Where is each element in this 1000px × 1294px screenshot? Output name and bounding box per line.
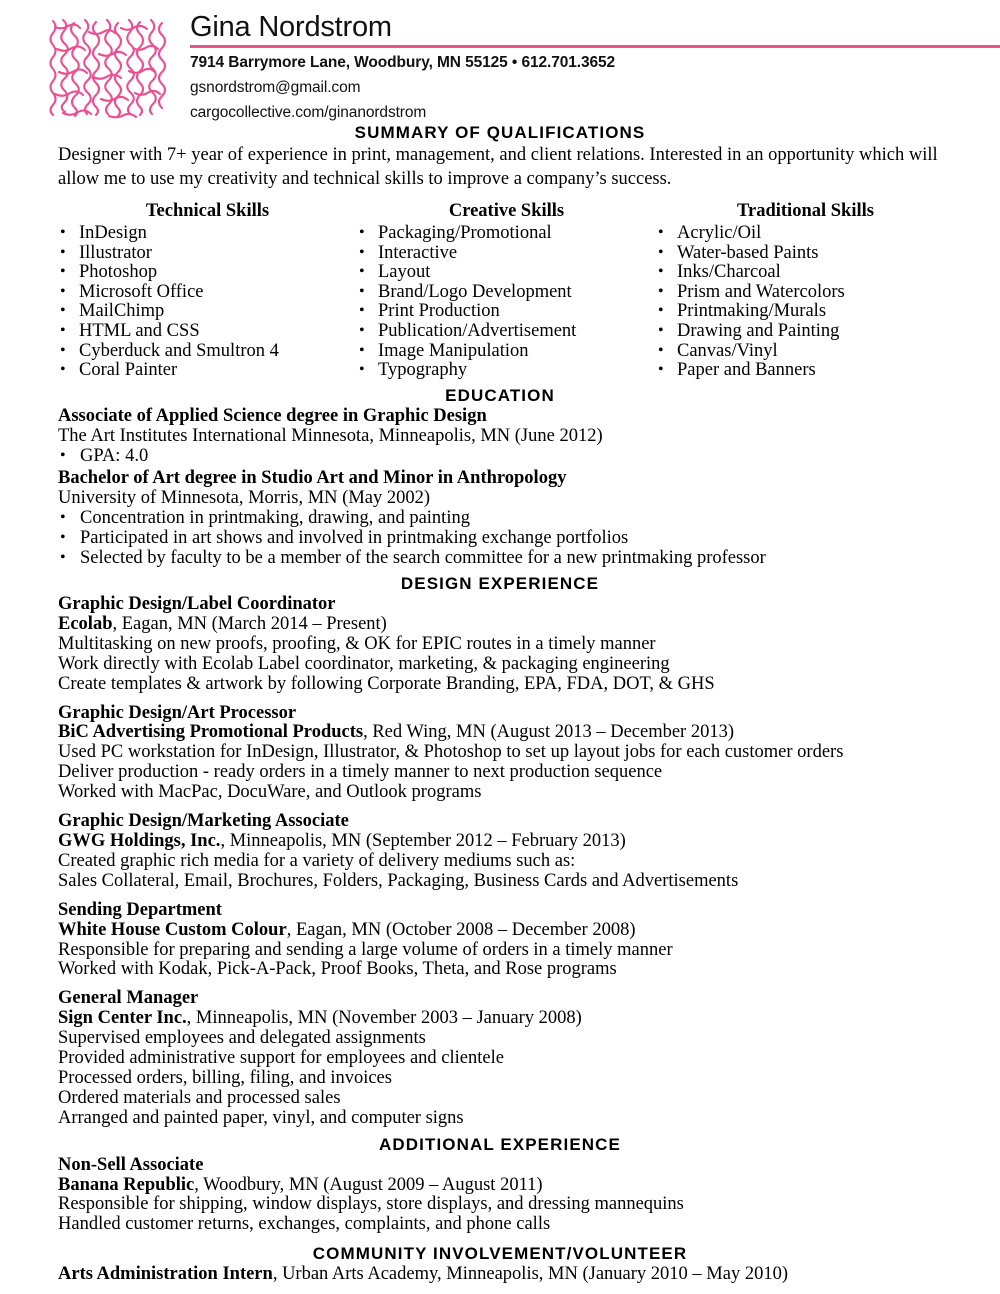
community-role: Arts Administration Intern xyxy=(58,1264,273,1285)
section-community-involvement xyxy=(0,1243,1000,1285)
job-entry xyxy=(58,595,972,695)
job-duty: Provided administrative support for employees and clientele xyxy=(58,1048,504,1069)
squiggle-pattern-logo-icon xyxy=(49,18,167,122)
job-duty: Worked with Kodak, Pick-A-Pack, Proof Books, Theta, and Rose programs xyxy=(58,959,617,980)
skills-column-title: Traditional Skills xyxy=(737,201,874,221)
list-item: • Interactive xyxy=(357,244,656,264)
job-employer: GWG Holdings, Inc. xyxy=(58,830,221,851)
list-item: • Paper and Banners xyxy=(656,361,955,381)
page-title: Gina Nordstrom xyxy=(190,11,392,43)
skills-column-traditional xyxy=(656,199,955,381)
section-heading-community: COMMUNITY INVOLVEMENT/VOLUNTEER xyxy=(312,1244,688,1264)
skills-column-title: Creative Skills xyxy=(448,201,565,221)
job-duty: Supervised employees and delegated assignments xyxy=(58,1028,426,1049)
job-employer-line xyxy=(58,615,972,635)
job-employer: White House Custom Colour xyxy=(58,919,287,940)
job-duty: Responsible for shipping, window displays, store displays, and dressing mannequins xyxy=(58,1194,684,1215)
accent-divider xyxy=(190,45,1000,48)
list-item: • Microsoft Office xyxy=(58,283,357,303)
job-duty: Create templates & artwork by following Corporate Branding, EPA, FDA, DOT, & GHS xyxy=(58,673,715,694)
section-heading-additional-experience: ADDITIONAL EXPERIENCE xyxy=(379,1134,621,1154)
list-item: • Brand/Logo Development xyxy=(357,283,656,303)
community-entry xyxy=(58,1265,972,1285)
job-employer-line xyxy=(58,723,972,743)
education-entry xyxy=(58,407,972,467)
section-heading-summary: SUMMARY OF QUALIFICATIONS xyxy=(354,123,646,142)
degree-title: Associate of Applied Science degree in Graphic Design xyxy=(58,405,487,426)
list-item: • MailChimp xyxy=(58,302,357,322)
list-item: • Acrylic/Oil xyxy=(656,224,955,244)
community-meta: , Urban Arts Academy, Minneapolis, MN (January 2010 – May 2010) xyxy=(272,1264,788,1285)
section-heading-design-experience: DESIGN EXPERIENCE xyxy=(400,574,600,593)
list-item: • Canvas/Vinyl xyxy=(656,342,955,362)
section-design-experience xyxy=(0,573,1000,1129)
list-item: • Layout xyxy=(357,263,656,283)
skills-column-title: Technical Skills xyxy=(145,201,270,221)
job-duty: Processed orders, billing, filing, and invoices xyxy=(58,1067,392,1088)
job-employer: Banana Republic xyxy=(58,1174,195,1195)
job-duty: Deliver production - ready orders in a timely manner to next production sequence xyxy=(58,762,663,783)
list-item: • Selected by faculty to be a member of the search committee for a new printmaking professor xyxy=(58,549,972,569)
list-item: • Image Manipulation xyxy=(357,342,656,362)
job-meta: , Eagan, MN (March 2014 – Present) xyxy=(112,613,387,634)
job-entry xyxy=(58,989,972,1128)
job-meta: , Eagan, MN (October 2008 – December 2008) xyxy=(286,919,636,940)
job-duty: Handled customer returns, exchanges, complaints, and phone calls xyxy=(58,1214,551,1235)
community-role-line xyxy=(58,1265,972,1285)
job-duty: Worked with MacPac, DocuWare, and Outlook programs xyxy=(58,782,482,803)
job-entry xyxy=(58,704,972,804)
job-title: Non-Sell Associate xyxy=(58,1154,204,1175)
skills-list-technical xyxy=(58,224,357,381)
skills-column-creative xyxy=(357,199,656,381)
job-meta: , Minneapolis, MN (September 2012 – February 2013) xyxy=(220,830,626,851)
job-entry xyxy=(58,812,972,892)
list-item: • Photoshop xyxy=(58,263,357,283)
job-duty: Used PC workstation for InDesign, Illustrator, & Photoshop to set up layout jobs for each customer orders xyxy=(58,742,844,763)
job-employer-line xyxy=(58,832,972,852)
job-employer: Sign Center Inc. xyxy=(58,1008,187,1029)
list-item: • GPA: 4.0 xyxy=(58,447,972,467)
list-item: • InDesign xyxy=(58,224,357,244)
job-duty: Responsible for preparing and sending a large volume of orders in a timely manner xyxy=(58,939,673,960)
school-name: University of Minnesota, Morris, MN (May 2002) xyxy=(58,488,431,509)
list-item: • Inks/Charcoal xyxy=(656,263,955,283)
contact-email[interactable]: gsnordstrom@gmail.com xyxy=(190,79,361,96)
skills-column-technical xyxy=(58,199,357,381)
list-item: • Coral Painter xyxy=(58,361,357,381)
degree-title: Bachelor of Art degree in Studio Art and Minor in Anthropology xyxy=(58,468,567,489)
list-item: • Typography xyxy=(357,361,656,381)
list-item: • Cyberduck and Smultron 4 xyxy=(58,342,357,362)
section-heading-education: EDUCATION xyxy=(445,385,555,405)
job-employer-line xyxy=(58,1009,972,1029)
list-item: • Participated in art shows and involved in printmaking exchange portfolios xyxy=(58,529,972,549)
job-duty: Created graphic rich media for a variety of delivery mediums such as: xyxy=(58,850,576,871)
education-bullets xyxy=(58,509,972,569)
list-item: • Printmaking/Murals xyxy=(656,302,955,322)
school-name: The Art Institutes International Minnesota, Minneapolis, MN (June 2012) xyxy=(58,425,603,446)
list-item: • Prism and Watercolors xyxy=(656,283,955,303)
job-employer: BiC Advertising Promotional Products xyxy=(58,722,364,743)
skills-list-creative xyxy=(357,224,656,381)
job-meta: , Minneapolis, MN (November 2003 – January 2008) xyxy=(186,1008,582,1029)
summary-paragraph: Designer with 7+ year of experience in print, management, and client relations. Interested in an opportunity which will allow me to use my creativity and technical skills to improve a company’s success. xyxy=(58,145,938,189)
job-entry xyxy=(58,1156,972,1236)
skills-list-traditional xyxy=(656,224,955,381)
education-bullets xyxy=(58,447,972,467)
list-item: • Concentration in printmaking, drawing, and painting xyxy=(58,509,972,529)
list-item: • Print Production xyxy=(357,302,656,322)
job-duty: Ordered materials and processed sales xyxy=(58,1087,341,1108)
section-education xyxy=(0,385,1000,569)
job-duty: Work directly with Ecolab Label coordinator, marketing, & packaging engineering xyxy=(58,653,670,674)
header-contact-block xyxy=(190,10,1000,123)
contact-address: 7914 Barrymore Lane, Woodbury, MN 55125 • 612.701.3652 xyxy=(190,54,616,71)
section-additional-experience xyxy=(0,1134,1000,1236)
job-entry xyxy=(58,901,972,981)
skills-columns xyxy=(58,199,1000,381)
job-employer: Ecolab xyxy=(58,613,113,634)
job-title: Graphic Design/Marketing Associate xyxy=(58,811,349,832)
list-item: • Packaging/Promotional xyxy=(357,224,656,244)
list-item: • Water-based Paints xyxy=(656,244,955,264)
job-title: Graphic Design/Art Processor xyxy=(58,702,297,723)
education-entry xyxy=(58,469,972,569)
job-title: Graphic Design/Label Coordinator xyxy=(58,594,336,614)
job-meta: , Woodbury, MN (August 2009 – August 2011) xyxy=(194,1174,543,1195)
job-employer-line xyxy=(58,921,972,941)
job-duty: Sales Collateral, Email, Brochures, Folders, Packaging, Business Cards and Advertisements xyxy=(58,870,739,891)
list-item: • Drawing and Painting xyxy=(656,322,955,342)
job-title: General Manager xyxy=(58,988,199,1009)
resume-header xyxy=(0,0,1000,122)
job-title: Sending Department xyxy=(58,899,222,920)
list-item: • HTML and CSS xyxy=(58,322,357,342)
list-item: • Publication/Advertisement xyxy=(357,322,656,342)
job-meta: , Red Wing, MN (August 2013 – December 2013) xyxy=(363,722,735,743)
job-duty: Multitasking on new proofs, proofing, & OK for EPIC routes in a timely manner xyxy=(58,633,656,654)
section-summary xyxy=(0,122,1000,381)
job-duty: Arranged and painted paper, vinyl, and computer signs xyxy=(58,1107,464,1128)
list-item: • Illustrator xyxy=(58,244,357,264)
job-employer-line xyxy=(58,1176,972,1196)
contact-website[interactable]: cargocollective.com/ginanordstrom xyxy=(190,104,427,121)
